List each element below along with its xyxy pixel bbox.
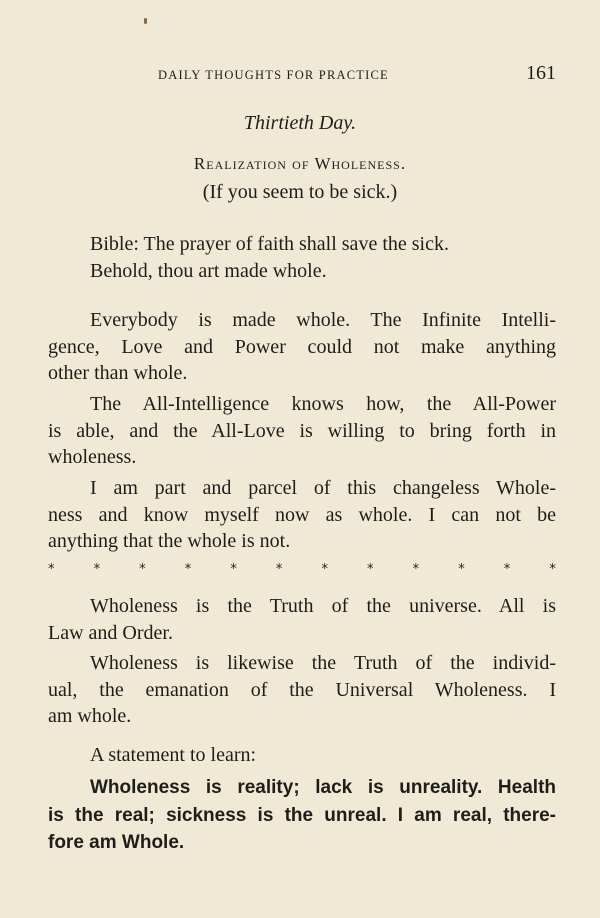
divider-star: * — [93, 562, 101, 577]
statement-line: is the real; sickness is the unreal. I am real, there- — [48, 804, 556, 826]
divider-star: * — [230, 562, 237, 577]
paragraph-line: am whole. — [48, 705, 132, 727]
paragraph — [48, 307, 556, 387]
paragraph-line: gence, Love and Power could not make anything — [48, 335, 556, 358]
statement-line: fore am Whole. — [48, 832, 185, 853]
paragraph — [48, 391, 556, 471]
section-title: Realization of Wholeness. — [193, 154, 407, 173]
statement-line: Wholeness is reality; lack is unreality. Health — [90, 777, 556, 798]
ink-speck — [144, 18, 147, 24]
divider-star: * — [139, 562, 146, 577]
divider-star: * — [48, 562, 55, 577]
paragraph-line: anything that the whole is not. — [48, 530, 291, 552]
divider-star: * — [549, 562, 556, 577]
divider-star: * — [367, 562, 374, 577]
divider-star: * — [321, 562, 328, 577]
day-title: Thirtieth Day. — [243, 112, 357, 134]
statement-to-learn — [48, 774, 556, 857]
paragraph-line: Wholeness is the Truth of the universe. All is — [90, 595, 556, 617]
section-subtitle: (If you seem to be sick.) — [202, 181, 398, 203]
section-divider — [48, 562, 556, 577]
paragraph — [48, 475, 556, 555]
divider-star: * — [275, 562, 283, 577]
paragraph-line: Wholeness is likewise the Truth of the individ- — [90, 652, 556, 674]
bible-verse — [90, 231, 560, 284]
divider-star: * — [458, 562, 465, 577]
page-header — [48, 64, 556, 86]
divider-star: * — [503, 562, 511, 577]
paragraph — [48, 593, 556, 646]
paragraph — [48, 650, 556, 730]
paragraph-line: Law and Order. — [48, 621, 173, 644]
divider-star: * — [184, 562, 192, 577]
running-head: DAILY THOUGHTS FOR PRACTICE — [158, 68, 389, 82]
bible-line: Bible: The prayer of faith shall save the sick. — [90, 233, 449, 255]
paragraph-line: ness and know myself now as whole. I can not be — [48, 503, 556, 526]
paragraph-line: I am part and parcel of this changeless Whole- — [90, 477, 556, 499]
paragraph-line: is able, and the All-Love is willing to bring forth in — [48, 419, 556, 442]
paragraph-line: Everybody is made whole. The Infinite Intelli- — [90, 309, 556, 331]
paragraph-line: The All-Intelligence knows how, the All-Power — [90, 393, 556, 415]
paragraph-line: wholeness. — [48, 446, 137, 468]
paragraph-line: ual, the emanation of the Universal Wholeness. I — [48, 678, 556, 701]
paragraph-line: other than whole. — [48, 362, 188, 384]
statement-intro: A statement to learn: — [90, 744, 257, 766]
page-number: 161 — [526, 62, 556, 84]
divider-star: * — [412, 562, 420, 577]
bible-line: Behold, thou art made whole. — [90, 259, 327, 282]
